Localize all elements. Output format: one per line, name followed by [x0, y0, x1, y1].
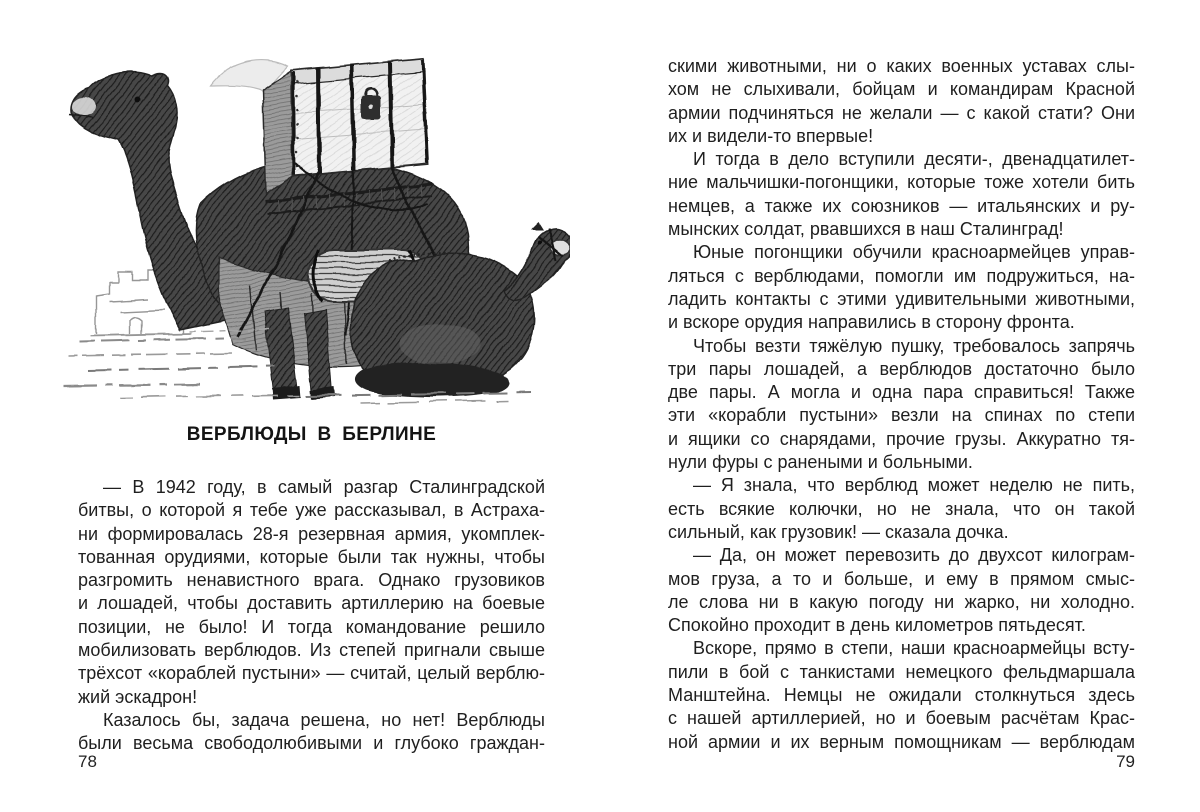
text-line: — В 1942 году, в самый разгар Сталинградской — [103, 477, 545, 497]
text-line: немцев, а также их союзников — итальянских и ру- — [668, 195, 1135, 216]
text-line: жий эскадрон! — [78, 686, 198, 707]
text-line: ле слова ни в какую погоду ни жарко, ни холодно. — [668, 591, 1135, 612]
text-line: их и видели-то впервые! — [668, 125, 874, 146]
text-line: Вскоре, прямо в степи, наши красноармейцы всту- — [693, 638, 1135, 659]
text-line: позиции, не было! И тогда командование решило — [78, 616, 545, 637]
camel-eye — [135, 97, 141, 103]
chapter-heading: ВЕРБЛЮДЫ В БЕРЛИНЕ — [186, 424, 437, 445]
page-number-right: 79 — [1116, 752, 1135, 771]
text-line: мов груза, а то и больше, и ему в прямом смыс- — [668, 568, 1135, 589]
text-line: ляться с верблюдами, помогли им подружиться, на- — [668, 265, 1135, 286]
text-line: Юные погонщики обучили красноармейцев управ- — [693, 242, 1135, 263]
page-number-left: 78 — [78, 752, 97, 771]
page-right — [600, 0, 1200, 812]
text-line: хом не слыхивали, бойцам и командирам Красной — [668, 79, 1135, 100]
text-line: были весьма свободолюбивыми и глубоко граждан- — [78, 733, 545, 754]
text-line: нули фуры с ранеными и больными. — [668, 452, 973, 473]
right-page-text — [668, 55, 1135, 754]
text-line: скими животными, ни о каких военных уставах слы- — [668, 56, 1135, 76]
text-line: ной армии и их верным помощникам — верблюдам — [668, 731, 1135, 752]
left-page-text — [78, 476, 545, 756]
text-line: Спокойно проходит в день километров пятьдесят. — [668, 615, 1086, 636]
text-line: и вскоре орудия направились в сторону фронта. — [668, 312, 1075, 333]
text-line: разгромить ненавистного врага. Однако грузовиков — [78, 570, 545, 591]
text-line: битвы, о которой я тебе уже рассказывал, в Астраха- — [78, 500, 545, 521]
text-line: ни формировалась 28-я резервная армия, укомплек- — [78, 523, 545, 544]
text-line: ние мальчишки-погонщики, которые тоже хотели бить — [668, 172, 1135, 193]
text-line: с нашей артиллерией, но и боевым расчётам Крас- — [668, 708, 1135, 729]
text-line: мынских солдат, рвавшихся в наш Сталинград! — [668, 219, 1064, 240]
text-line: — Я знала, что верблюд может неделю не пить, — [693, 475, 1135, 496]
text-line: три пары лошадей, а верблюдов достаточно было — [668, 358, 1135, 379]
text-line: мобилизовать верблюдов. Из степей пригнали свыше — [78, 640, 545, 661]
text-line: пили в бой с танкистами немецкого фельдмаршала — [668, 661, 1135, 682]
text-line: Манштейна. Немцы не ожидали столкнуться здесь — [668, 685, 1135, 706]
text-line: Чтобы везти тяжёлую пушку, требовалось запрячь — [693, 335, 1135, 356]
text-line: Казалось бы, задача решена, но нет! Верблюды — [103, 709, 545, 730]
text-line: И тогда в дело вступили десяти-, двенадцатилет- — [693, 149, 1135, 170]
text-line: ладить контакты с этими удивительными животными, — [668, 288, 1135, 309]
camel-muzzle — [73, 97, 95, 115]
text-line: эти «корабли пустыни» везли на спинах по степи — [668, 405, 1135, 426]
text-line: есть всякие колючки, но не знала, что он такой — [668, 498, 1135, 519]
text-line: две пары. А могла и одна пара справиться! Также — [668, 382, 1135, 403]
text-line: трёхсот «кораблей пустыни» — считай, целый верблю- — [78, 663, 545, 684]
text-line: армии подчиняться не желали — с какой стати? Они — [668, 102, 1135, 123]
text-line: и ящики со снарядами, прочие грузы. Аккуратно тя- — [668, 428, 1135, 449]
text-line: сильный, как грузовик! — сказала дочка. — [668, 521, 1009, 542]
text-line: и лошадей, чтобы доставить артиллерию на боевые — [78, 593, 545, 614]
text-line: — Да, он может перевозить до двухсот килограм- — [693, 545, 1135, 566]
camels-illustration — [60, 44, 570, 406]
text-line: тованная орудиями, которые были так нужны, чтобы — [78, 546, 545, 567]
